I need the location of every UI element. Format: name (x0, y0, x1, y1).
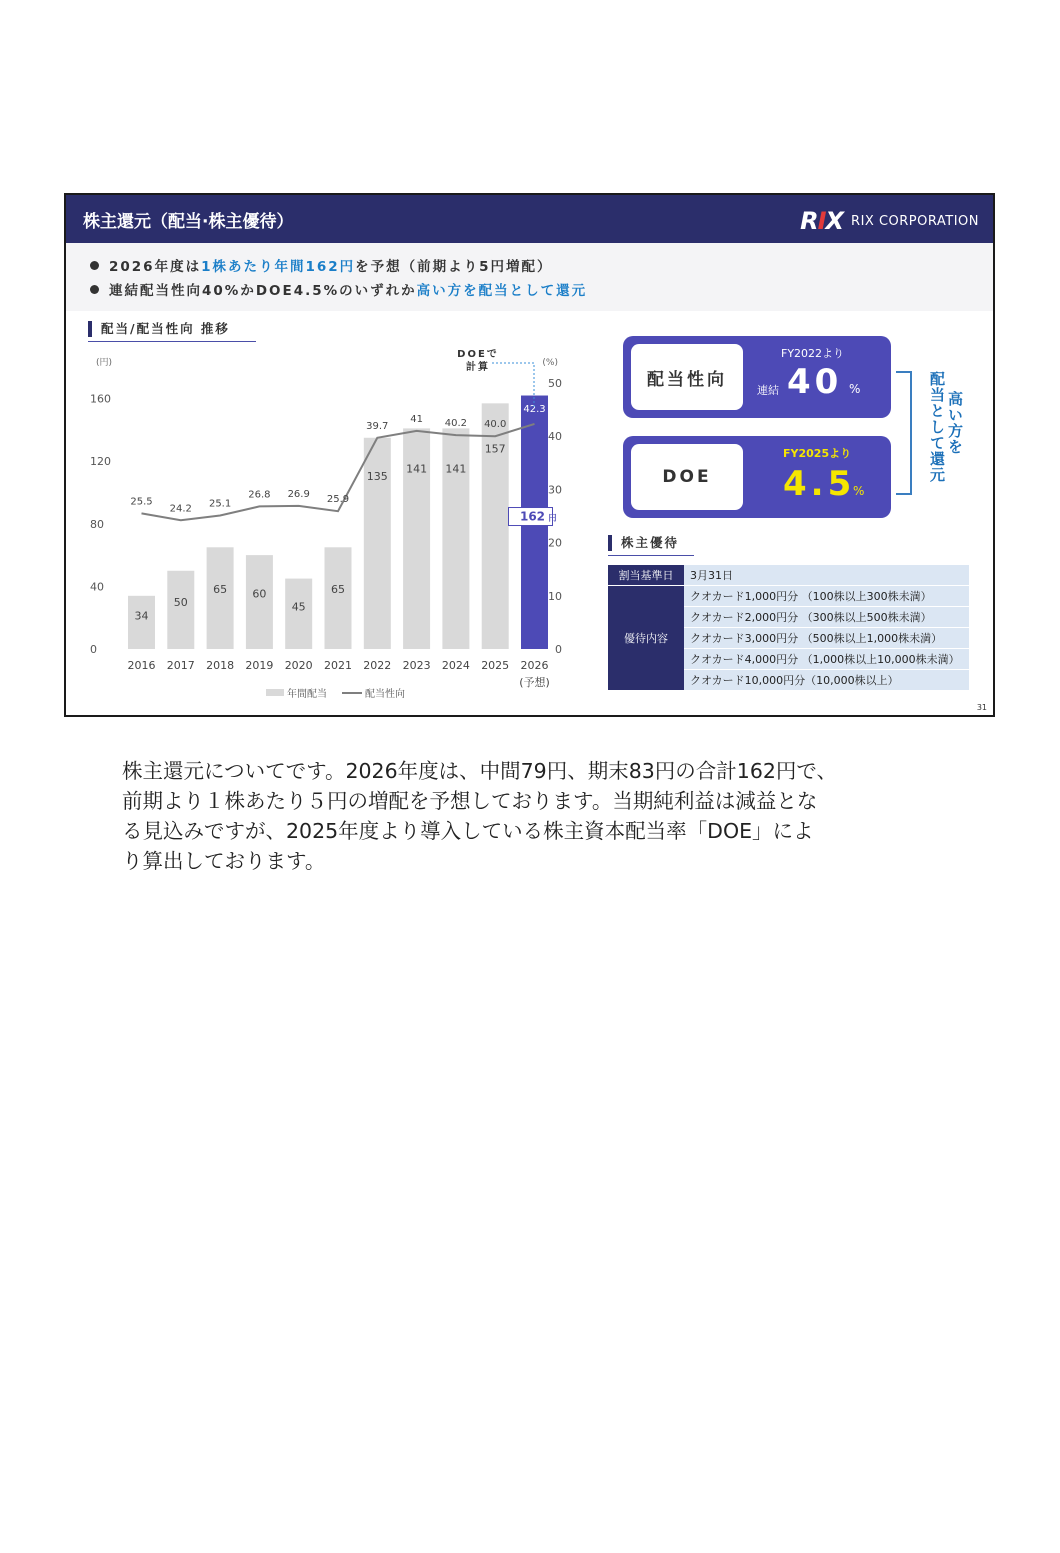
table-row (608, 565, 969, 586)
record-date: 3月31日 (684, 565, 969, 586)
page-number: 31 (976, 703, 987, 712)
vertical-note-b: 配当として還元 (928, 371, 946, 483)
x-tick-label: 2017 (166, 659, 195, 672)
yutai-content: クオカード1,000円分 （100株以上300株未満） (684, 586, 969, 607)
bar (482, 403, 509, 649)
doe-annotation-line: 計算 (466, 362, 490, 373)
y-right-tick: 40 (548, 430, 562, 444)
payout-value: 40 (787, 362, 843, 402)
narration-line: 株主還元についてです。2026年度は、中間79円、期末83円の合計162円で、 (122, 759, 838, 783)
x-tick-label: 2024 (441, 659, 470, 672)
bar-value-label: 157 (484, 442, 506, 456)
line-value-label: 39.7 (366, 420, 389, 432)
narration-line: り算出しております。 (122, 849, 326, 873)
payout-since: FY2022より (781, 347, 845, 360)
x-tick-label: 2022 (363, 659, 392, 672)
dividend-chart (80, 343, 560, 703)
x-tick-label: 2023 (402, 659, 431, 672)
forecast-bar-label: 162 (519, 509, 546, 524)
line-value-label: 40.0 (484, 419, 507, 431)
payout-ratio-line (142, 424, 535, 520)
bar-value-label: 65 (331, 583, 345, 597)
x-tick-label: 2020 (284, 659, 313, 672)
line-value-label: 25.5 (130, 496, 153, 508)
y-right-tick: 10 (548, 589, 562, 603)
payout-unit: % (849, 382, 861, 396)
x-tick-label: 2026 (520, 659, 549, 672)
table-row (608, 586, 969, 607)
bullet-2: 連結配当性向40%かDOE4.5%のいずれか高い方を配当として還元 (90, 279, 587, 299)
y-right-unit: (%) (542, 358, 558, 368)
yutai-content: クオカード10,000円分（10,000株以上） (684, 670, 969, 691)
bar (325, 547, 352, 649)
bar-value-label: 141 (406, 462, 428, 476)
y-left-tick: 0 (90, 643, 97, 656)
doe-annotation-line: DOEで (457, 349, 499, 360)
yutai-content: クオカード3,000円分 （500株以上1,000株未満） (684, 628, 969, 649)
y-left-unit: (円) (96, 358, 113, 368)
kpi-bracket (896, 371, 912, 495)
content-label: 優待内容 (608, 586, 684, 691)
x-tick-label: 2025 (481, 659, 510, 672)
bar-value-label: 135 (366, 470, 388, 484)
legend-bar-label: 年間配当 (287, 689, 327, 700)
line-value-label: 25.9 (326, 494, 350, 506)
bar (285, 579, 312, 649)
bar-value-label: 45 (291, 600, 306, 614)
narration-line: る見込みですが、2025年度より導入している株主資本配当率「DOE」によ (122, 819, 814, 843)
line-value-label: 42.3 (523, 403, 546, 415)
y-left-tick: 160 (90, 392, 111, 406)
narration-line: 前期より１株あたり５円の増配を予想しております。当期純利益は減益とな (122, 789, 818, 813)
x-sub-label: (予想) (519, 676, 550, 689)
slide-title: 株主還元（配当·株主優待） (83, 212, 294, 232)
slide (64, 193, 995, 717)
doe-unit: % (853, 484, 865, 498)
x-tick-label: 2018 (206, 659, 235, 672)
bar (246, 555, 273, 649)
chart-section-title: 配当/配当性向 推移 (88, 321, 230, 337)
yutai-section-title: 株主優待 (608, 535, 679, 551)
yutai-table (608, 565, 969, 691)
logo-mark: RIX (800, 207, 844, 235)
line-value-label: 26.9 (287, 488, 310, 500)
payout-kpi-card (623, 336, 891, 418)
slide-header (66, 195, 993, 243)
bullet-1: 2026年度は1株あたり年間162円を予想（前期より5円増配） (90, 255, 553, 275)
doe-kpi-label: DOE (631, 444, 743, 510)
vertical-note-a: 高い方を (946, 391, 964, 455)
line-value-label: 40.2 (444, 418, 468, 430)
record-date-label: 割当基準日 (608, 565, 684, 586)
bar-value-label: 60 (252, 587, 267, 601)
line-value-label: 24.2 (169, 503, 192, 515)
doe-value: 4.5 (783, 464, 856, 504)
chart-section-underline (88, 341, 256, 342)
rix-logo (800, 207, 979, 235)
bar-value-label: 141 (445, 462, 467, 476)
doe-kpi-card (623, 436, 891, 518)
line-value-label: 41 (410, 413, 423, 425)
y-left-tick: 120 (90, 455, 111, 469)
forecast-bar-label-unit: 円 (548, 513, 557, 523)
summary-band (66, 243, 993, 311)
bar-value-label: 34 (134, 609, 149, 623)
y-left-tick: 40 (90, 580, 104, 594)
line-value-label: 25.1 (208, 498, 232, 510)
logo-name: RIX CORPORATION (851, 213, 979, 229)
doe-since: FY2025より (783, 447, 852, 460)
yutai-content: クオカード4,000円分 （1,000株以上10,000株未満） (684, 649, 969, 670)
y-right-tick: 30 (548, 483, 562, 497)
payout-kpi-label: 配当性向 (631, 344, 743, 410)
bar-value-label: 50 (173, 595, 188, 609)
line-value-label: 26.8 (248, 489, 271, 501)
bar (207, 547, 234, 649)
yutai-section-underline (608, 555, 694, 556)
legend-bar-swatch (266, 689, 284, 696)
payout-basis: 連結 (757, 384, 779, 397)
x-tick-label: 2021 (324, 659, 352, 672)
bar (442, 428, 469, 649)
bar (403, 428, 430, 649)
bar (167, 571, 194, 649)
narration (122, 756, 952, 876)
y-right-tick: 20 (548, 536, 562, 550)
legend-line-label: 配当性向 (365, 689, 405, 700)
bar-value-label: 65 (213, 583, 228, 597)
yutai-content: クオカード2,000円分 （300株以上500株未満） (684, 607, 969, 628)
y-left-tick: 80 (90, 517, 104, 531)
y-right-tick: 0 (555, 643, 562, 656)
x-tick-label: 2019 (245, 659, 274, 672)
y-right-tick: 50 (548, 377, 562, 390)
x-tick-label: 2016 (127, 659, 156, 672)
